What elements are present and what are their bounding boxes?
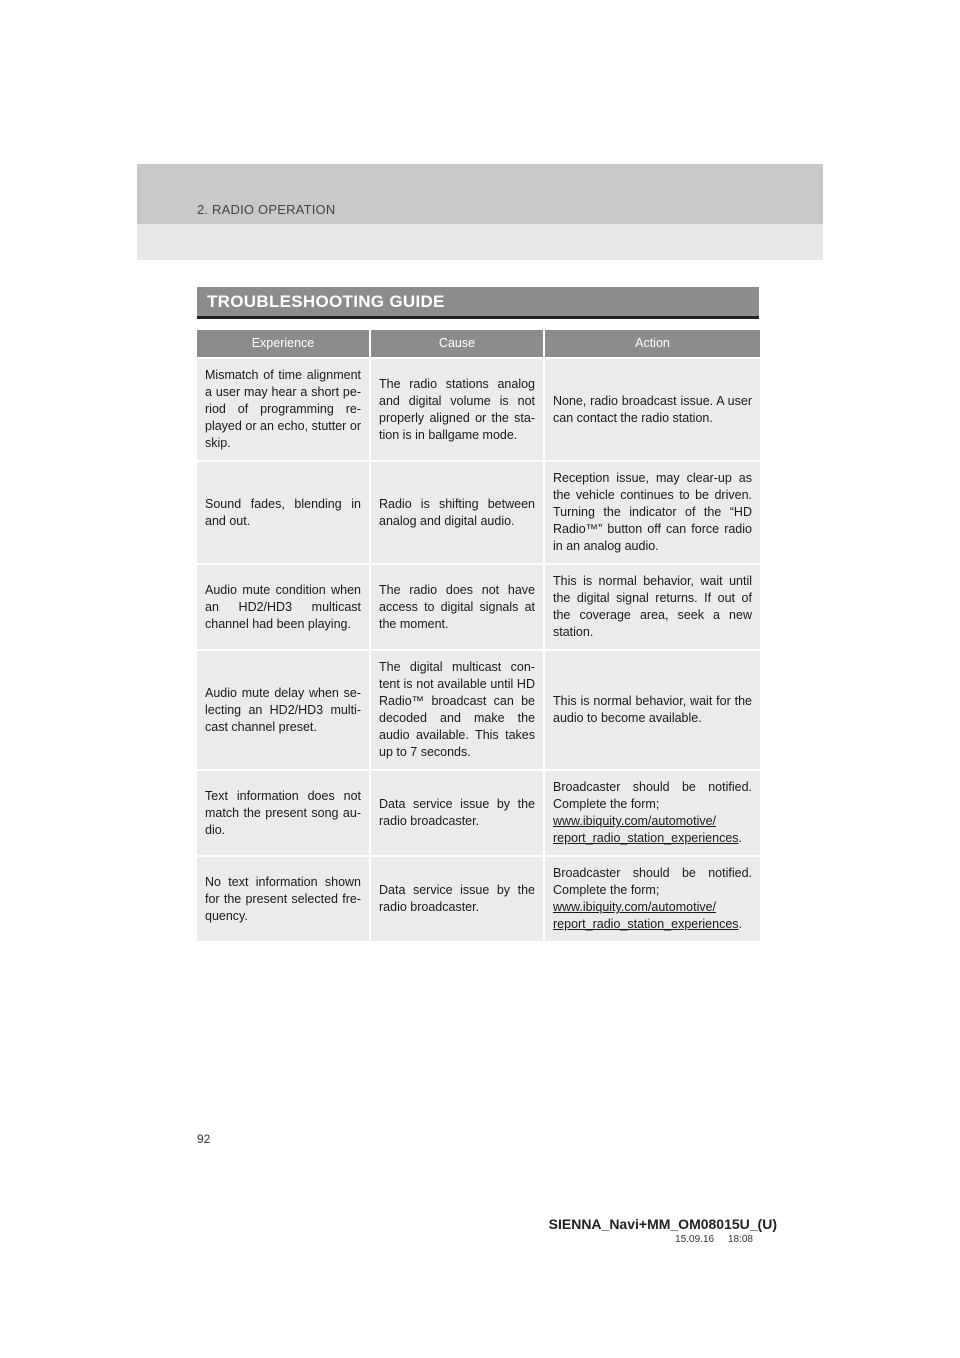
cause-cell: Data service issue by the radio broadcaster.: [370, 856, 544, 941]
link-suffix: .: [738, 831, 743, 845]
document-id: SIENNA_Navi+MM_OM08015U_(U): [548, 1216, 777, 1232]
cause-cell: The radio does not have access to digital signals at the moment.: [370, 564, 544, 650]
ibiquity-link-part1[interactable]: www.ibiquity.com/automotive/: [553, 900, 717, 914]
ibiquity-link-part1[interactable]: www.ibiquity.com/automotive/: [553, 814, 717, 828]
section-title: TROUBLESHOOTING GUIDE: [197, 287, 759, 316]
experience-cell: Sound fades, blending in and out.: [197, 461, 370, 564]
table-header-row: [197, 330, 760, 358]
ibiquity-link-part2[interactable]: report_radio_station_experiences: [553, 917, 739, 931]
action-text: Broadcaster should be notified. Complete the form;: [553, 866, 752, 897]
cause-cell: Data service issue by the radio broadcaster.: [370, 770, 544, 856]
action-cell: [544, 856, 760, 941]
section-label: 2. RADIO OPERATION: [197, 202, 336, 217]
cause-cell: The digital multicast con-tent is not available until HD Radio™ broadcast can be decoded and make the audio available. This takes up to 7 seconds.: [370, 650, 544, 770]
table-row: [197, 564, 760, 650]
experience-cell: Text information does not match the present song au-dio.: [197, 770, 370, 856]
action-text: Broadcaster should be notified. Complete the form;: [553, 780, 752, 811]
cause-cell: The radio stations analog and digital volume is not properly aligned or the sta-tion is in ballgame mode.: [370, 358, 544, 461]
action-cell: This is normal behavior, wait until the digital signal returns. If out of the coverage area, seek a new station.: [544, 564, 760, 650]
experience-cell: Audio mute condition when an HD2/HD3 multicast channel had been playing.: [197, 564, 370, 650]
table-row: [197, 461, 760, 564]
experience-cell: Audio mute delay when se-lecting an HD2/HD3 multi-cast channel preset.: [197, 650, 370, 770]
page-number: 92: [197, 1132, 211, 1146]
document-date: 15.09.16 18:08: [675, 1234, 753, 1245]
action-cell: [544, 770, 760, 856]
header-top-band: [137, 164, 823, 224]
title-rule: [197, 316, 759, 319]
header-band: [137, 164, 823, 260]
link-suffix: .: [738, 917, 743, 931]
cause-cell: Radio is shifting between analog and digital audio.: [370, 461, 544, 564]
troubleshooting-table: [197, 330, 760, 941]
action-cell: None, radio broadcast issue. A user can contact the radio station.: [544, 358, 760, 461]
ibiquity-link-part2[interactable]: report_radio_station_experiences: [553, 831, 739, 845]
column-header-experience: Experience: [197, 330, 370, 358]
experience-cell: Mismatch of time alignment a user may hear a short pe-riod of programming re-played or an echo, stutter or skip.: [197, 358, 370, 461]
action-cell: Reception issue, may clear-up as the vehicle continues to be driven. Turning the indicator of the “HD Radio™” button off can force radio in an analog audio.: [544, 461, 760, 564]
experience-cell: No text information shown for the present selected fre-quency.: [197, 856, 370, 941]
column-header-cause: Cause: [370, 330, 544, 358]
column-header-action: Action: [544, 330, 760, 358]
table-row: [197, 856, 760, 941]
table-row: [197, 650, 760, 770]
action-cell: This is normal behavior, wait for the audio to become available.: [544, 650, 760, 770]
table-row: [197, 770, 760, 856]
table-row: [197, 358, 760, 461]
